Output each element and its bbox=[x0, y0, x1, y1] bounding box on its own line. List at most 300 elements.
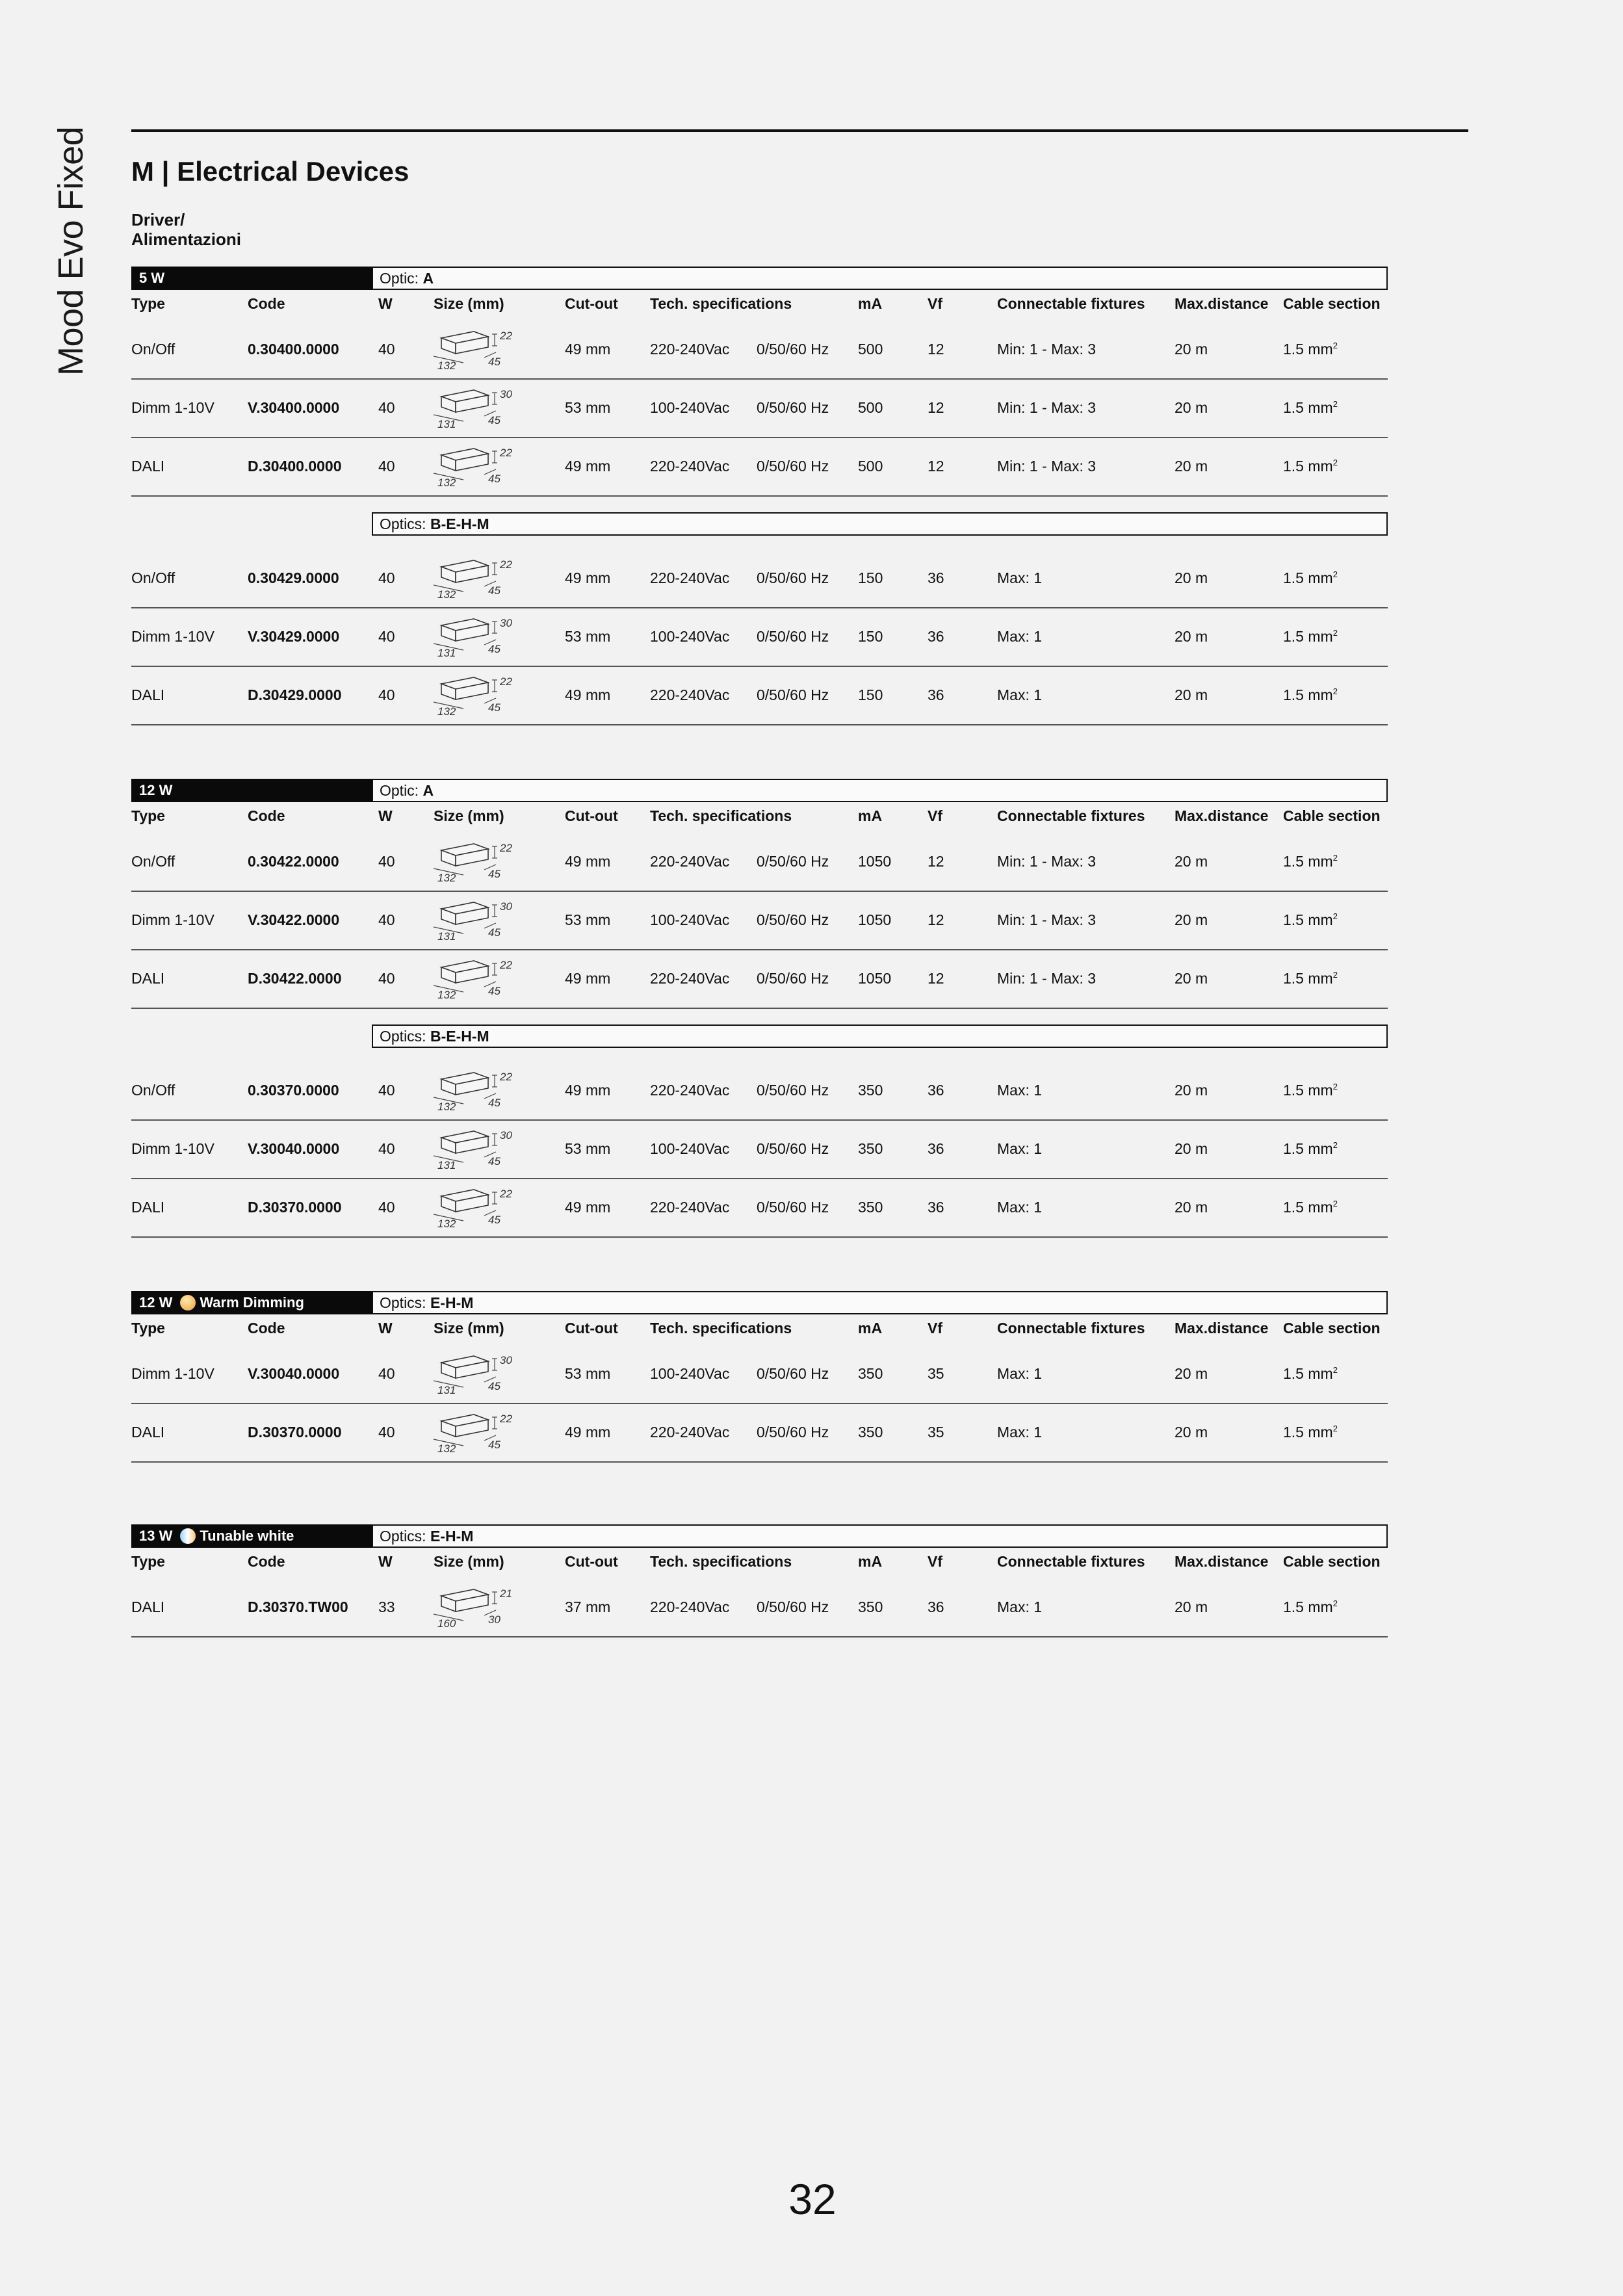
cell-w: 40 bbox=[378, 341, 395, 358]
cell-cable bbox=[1283, 1199, 1338, 1216]
cell-cutout: 53 mm bbox=[565, 1140, 611, 1157]
table-row bbox=[131, 1179, 1388, 1238]
table-row bbox=[131, 321, 1388, 380]
header-type: Type bbox=[131, 807, 165, 824]
cell-tech: 220-240Vac bbox=[650, 1598, 730, 1615]
side-title: Mood Evo Fixed bbox=[51, 126, 90, 376]
cell-ma: 500 bbox=[858, 458, 883, 475]
cable-superscript: 2 bbox=[1332, 341, 1338, 350]
cell-frequency: 0/50/60 Hz bbox=[757, 1598, 829, 1615]
cell-fixtures: Min: 1 - Max: 3 bbox=[997, 970, 1097, 987]
cell-vf: 36 bbox=[928, 1598, 944, 1615]
power-label bbox=[131, 267, 372, 290]
cell-w: 40 bbox=[378, 686, 395, 703]
cell-distance: 20 m bbox=[1175, 1199, 1208, 1216]
cell-vf: 36 bbox=[928, 1082, 944, 1099]
table-row bbox=[131, 438, 1388, 497]
cell-tech: 220-240Vac bbox=[650, 341, 730, 358]
cell-vf: 12 bbox=[928, 341, 944, 358]
cell-ma: 350 bbox=[858, 1082, 883, 1099]
cell-vf: 36 bbox=[928, 1140, 944, 1157]
power-value: 12 W bbox=[139, 782, 173, 798]
cell-tech: 220-240Vac bbox=[650, 853, 730, 870]
cell-frequency: 0/50/60 Hz bbox=[757, 458, 829, 475]
dim-width: 45 bbox=[488, 1380, 500, 1392]
cell-cable bbox=[1283, 569, 1338, 587]
cell-cutout: 49 mm bbox=[565, 1082, 611, 1099]
driver-size-icon bbox=[428, 612, 526, 662]
cell-cutout: 49 mm bbox=[565, 853, 611, 870]
cell-code: D.30370.0000 bbox=[248, 1199, 342, 1216]
cable-superscript: 2 bbox=[1332, 1140, 1338, 1150]
cell-cable bbox=[1283, 399, 1338, 417]
header-type: Type bbox=[131, 1320, 165, 1337]
dim-length: 132 bbox=[437, 1442, 456, 1455]
product-section bbox=[131, 1524, 1388, 1637]
cell-ma: 150 bbox=[858, 686, 883, 703]
dim-length: 131 bbox=[437, 647, 456, 659]
cell-cable bbox=[1283, 1365, 1338, 1383]
dim-width: 45 bbox=[488, 643, 500, 655]
cell-vf: 36 bbox=[928, 569, 944, 586]
cell-distance: 20 m bbox=[1175, 970, 1208, 987]
optic-box bbox=[372, 1024, 1388, 1048]
optic-box bbox=[372, 1291, 1388, 1314]
cell-ma: 350 bbox=[858, 1199, 883, 1216]
header-cable: Cable section bbox=[1283, 807, 1381, 824]
header-distance: Max.distance bbox=[1175, 295, 1269, 312]
table-row bbox=[131, 1404, 1388, 1463]
dim-height: 22 bbox=[500, 959, 512, 971]
cell-code: D.30422.0000 bbox=[248, 970, 342, 987]
cell-frequency: 0/50/60 Hz bbox=[757, 853, 829, 870]
header-size: Size (mm) bbox=[434, 1320, 504, 1337]
optics-subheader bbox=[131, 512, 1388, 536]
cable-superscript: 2 bbox=[1332, 458, 1338, 467]
header-vf: Vf bbox=[928, 295, 942, 312]
header-type: Type bbox=[131, 295, 165, 312]
header-fixtures: Connectable fixtures bbox=[997, 1553, 1145, 1570]
cell-frequency: 0/50/60 Hz bbox=[757, 1082, 829, 1099]
dim-height: 30 bbox=[500, 1354, 512, 1366]
table-row bbox=[131, 550, 1388, 608]
cell-frequency: 0/50/60 Hz bbox=[757, 399, 829, 416]
cell-fixtures: Max: 1 bbox=[997, 1424, 1043, 1441]
header-size: Size (mm) bbox=[434, 807, 504, 824]
cell-cable bbox=[1283, 686, 1338, 704]
product-section bbox=[131, 267, 1388, 725]
cell-type: On/Off bbox=[131, 569, 175, 586]
driver-size-icon bbox=[428, 837, 526, 887]
header-cable: Cable section bbox=[1283, 295, 1381, 312]
cable-value: 1.5 mm bbox=[1283, 1199, 1333, 1216]
header-vf: Vf bbox=[928, 1320, 942, 1337]
dim-width: 45 bbox=[488, 701, 500, 714]
dim-width: 45 bbox=[488, 868, 500, 880]
cable-superscript: 2 bbox=[1332, 1199, 1338, 1208]
section-header bbox=[131, 1291, 1388, 1314]
header-vf: Vf bbox=[928, 807, 942, 824]
header-distance: Max.distance bbox=[1175, 1320, 1269, 1337]
dim-width: 30 bbox=[488, 1613, 500, 1626]
cell-vf: 12 bbox=[928, 911, 944, 928]
cell-cutout: 49 mm bbox=[565, 569, 611, 586]
dim-width: 45 bbox=[488, 1439, 500, 1451]
cable-value: 1.5 mm bbox=[1283, 569, 1333, 586]
cable-value: 1.5 mm bbox=[1283, 853, 1333, 870]
header-tech: Tech. specifications bbox=[650, 1553, 792, 1570]
cell-fixtures: Min: 1 - Max: 3 bbox=[997, 399, 1097, 416]
dim-height: 30 bbox=[500, 388, 512, 400]
column-headers bbox=[131, 1314, 1388, 1346]
tunable-white-icon bbox=[180, 1528, 196, 1544]
cable-value: 1.5 mm bbox=[1283, 458, 1333, 475]
cell-frequency: 0/50/60 Hz bbox=[757, 1365, 829, 1382]
subtitle-line-1: Driver/ bbox=[131, 210, 185, 229]
header-ma: mA bbox=[858, 807, 883, 824]
cell-frequency: 0/50/60 Hz bbox=[757, 628, 829, 645]
dim-height: 30 bbox=[500, 617, 512, 629]
page-title: M | Electrical Devices bbox=[131, 156, 409, 187]
power-label bbox=[131, 1291, 372, 1314]
dim-width: 45 bbox=[488, 473, 500, 485]
cell-frequency: 0/50/60 Hz bbox=[757, 1424, 829, 1441]
optic-label: Optics: bbox=[380, 515, 426, 532]
cell-fixtures: Min: 1 - Max: 3 bbox=[997, 458, 1097, 475]
product-section bbox=[131, 1291, 1388, 1463]
header-tech: Tech. specifications bbox=[650, 1320, 792, 1337]
cell-cable bbox=[1283, 1082, 1338, 1099]
dim-height: 21 bbox=[500, 1587, 512, 1600]
cell-vf: 12 bbox=[928, 399, 944, 416]
header-w: W bbox=[378, 807, 393, 824]
cell-tech: 100-240Vac bbox=[650, 1140, 730, 1157]
cell-type: DALI bbox=[131, 1424, 165, 1441]
cell-code: D.30400.0000 bbox=[248, 458, 342, 475]
cell-cable bbox=[1283, 911, 1338, 929]
optic-box bbox=[372, 779, 1388, 802]
power-value: 5 W bbox=[139, 270, 165, 286]
header-distance: Max.distance bbox=[1175, 1553, 1269, 1570]
cell-code: V.30400.0000 bbox=[248, 399, 340, 416]
cell-frequency: 0/50/60 Hz bbox=[757, 1140, 829, 1157]
cell-ma: 150 bbox=[858, 569, 883, 586]
driver-size-icon bbox=[428, 554, 526, 603]
header-cutout: Cut-out bbox=[565, 807, 618, 824]
cell-cable bbox=[1283, 1424, 1338, 1441]
cell-cutout: 53 mm bbox=[565, 399, 611, 416]
cell-code: 0.30400.0000 bbox=[248, 341, 339, 358]
cell-frequency: 0/50/60 Hz bbox=[757, 911, 829, 928]
cell-cutout: 49 mm bbox=[565, 458, 611, 475]
optic-label: Optics: bbox=[380, 1294, 426, 1311]
cell-type: Dimm 1-10V bbox=[131, 1365, 214, 1382]
cell-distance: 20 m bbox=[1175, 686, 1208, 703]
cable-superscript: 2 bbox=[1332, 911, 1338, 921]
table-row bbox=[131, 1062, 1388, 1121]
cell-ma: 350 bbox=[858, 1140, 883, 1157]
driver-size-icon bbox=[428, 1183, 526, 1233]
table-row bbox=[131, 892, 1388, 950]
header-size: Size (mm) bbox=[434, 1553, 504, 1570]
header-type: Type bbox=[131, 1553, 165, 1570]
cell-w: 40 bbox=[378, 853, 395, 870]
dim-height: 30 bbox=[500, 900, 512, 913]
cell-type: On/Off bbox=[131, 853, 175, 870]
optic-value: A bbox=[422, 270, 434, 287]
cell-distance: 20 m bbox=[1175, 853, 1208, 870]
optics-subheader bbox=[131, 1024, 1388, 1048]
top-rule bbox=[131, 129, 1468, 132]
dim-width: 45 bbox=[488, 1155, 500, 1168]
cell-w: 40 bbox=[378, 458, 395, 475]
cell-type: Dimm 1-10V bbox=[131, 399, 214, 416]
optic-value: B-E-H-M bbox=[430, 515, 489, 532]
cell-type: DALI bbox=[131, 458, 165, 475]
cell-frequency: 0/50/60 Hz bbox=[757, 569, 829, 586]
driver-size-icon bbox=[428, 325, 526, 374]
cell-vf: 35 bbox=[928, 1424, 944, 1441]
cell-cutout: 49 mm bbox=[565, 1424, 611, 1441]
table-row bbox=[131, 1346, 1388, 1404]
cell-frequency: 0/50/60 Hz bbox=[757, 686, 829, 703]
cable-value: 1.5 mm bbox=[1283, 1082, 1333, 1099]
cell-cutout: 53 mm bbox=[565, 1365, 611, 1382]
header-w: W bbox=[378, 1320, 393, 1337]
cell-fixtures: Max: 1 bbox=[997, 1598, 1043, 1615]
driver-size-icon bbox=[428, 1125, 526, 1174]
cable-value: 1.5 mm bbox=[1283, 399, 1333, 416]
header-fixtures: Connectable fixtures bbox=[997, 295, 1145, 312]
header-fixtures: Connectable fixtures bbox=[997, 807, 1145, 824]
cell-type: On/Off bbox=[131, 1082, 175, 1099]
cell-w: 40 bbox=[378, 1424, 395, 1441]
cell-type: DALI bbox=[131, 1199, 165, 1216]
dim-length: 131 bbox=[437, 1159, 456, 1171]
power-value: 12 W bbox=[139, 1294, 173, 1311]
product-section bbox=[131, 779, 1388, 1238]
cell-tech: 100-240Vac bbox=[650, 1365, 730, 1382]
cell-w: 40 bbox=[378, 970, 395, 987]
power-label bbox=[131, 779, 372, 802]
cell-cutout: 49 mm bbox=[565, 970, 611, 987]
cable-superscript: 2 bbox=[1332, 628, 1338, 638]
dim-height: 22 bbox=[500, 447, 512, 459]
section-header bbox=[131, 1524, 1388, 1548]
cell-cable bbox=[1283, 341, 1338, 358]
header-vf: Vf bbox=[928, 1553, 942, 1570]
badge-label: Tunable white bbox=[200, 1528, 294, 1544]
dim-height: 22 bbox=[500, 842, 512, 854]
cell-distance: 20 m bbox=[1175, 911, 1208, 928]
dim-width: 45 bbox=[488, 926, 500, 939]
cable-value: 1.5 mm bbox=[1283, 341, 1333, 358]
table-row bbox=[131, 833, 1388, 892]
driver-size-icon bbox=[428, 954, 526, 1004]
cell-code: V.30040.0000 bbox=[248, 1140, 340, 1157]
cell-tech: 220-240Vac bbox=[650, 686, 730, 703]
cell-code: V.30429.0000 bbox=[248, 628, 340, 645]
cell-cutout: 49 mm bbox=[565, 1199, 611, 1216]
cell-w: 40 bbox=[378, 1199, 395, 1216]
driver-size-icon bbox=[428, 1350, 526, 1399]
optic-box bbox=[372, 512, 1388, 536]
driver-size-icon bbox=[428, 671, 526, 720]
cell-fixtures: Max: 1 bbox=[997, 1199, 1043, 1216]
dim-length: 132 bbox=[437, 872, 456, 884]
cell-code: V.30040.0000 bbox=[248, 1365, 340, 1382]
cell-w: 40 bbox=[378, 911, 395, 928]
driver-size-icon bbox=[428, 1066, 526, 1115]
cell-distance: 20 m bbox=[1175, 628, 1208, 645]
cell-distance: 20 m bbox=[1175, 341, 1208, 358]
cell-cutout: 49 mm bbox=[565, 686, 611, 703]
cell-fixtures: Max: 1 bbox=[997, 1365, 1043, 1382]
cable-value: 1.5 mm bbox=[1283, 911, 1333, 928]
cell-code: 0.30422.0000 bbox=[248, 853, 339, 870]
power-label bbox=[131, 1524, 372, 1548]
cell-tech: 220-240Vac bbox=[650, 1424, 730, 1441]
driver-size-icon bbox=[428, 442, 526, 491]
cell-fixtures: Min: 1 - Max: 3 bbox=[997, 341, 1097, 358]
optic-box bbox=[372, 267, 1388, 290]
cell-vf: 36 bbox=[928, 686, 944, 703]
cell-fixtures: Max: 1 bbox=[997, 569, 1043, 586]
cell-code: D.30429.0000 bbox=[248, 686, 342, 703]
dim-length: 132 bbox=[437, 1101, 456, 1113]
cell-w: 40 bbox=[378, 569, 395, 586]
header-w: W bbox=[378, 295, 393, 312]
dim-height: 22 bbox=[500, 675, 512, 688]
dim-length: 132 bbox=[437, 359, 456, 372]
header-fixtures: Connectable fixtures bbox=[997, 1320, 1145, 1337]
cell-fixtures: Max: 1 bbox=[997, 628, 1043, 645]
section-header bbox=[131, 267, 1388, 290]
cell-ma: 500 bbox=[858, 399, 883, 416]
cell-tech: 220-240Vac bbox=[650, 1082, 730, 1099]
cable-superscript: 2 bbox=[1332, 399, 1338, 409]
cable-value: 1.5 mm bbox=[1283, 1365, 1333, 1382]
header-code: Code bbox=[248, 1553, 285, 1570]
header-cutout: Cut-out bbox=[565, 1320, 618, 1337]
cell-code: 0.30429.0000 bbox=[248, 569, 339, 586]
cell-frequency: 0/50/60 Hz bbox=[757, 970, 829, 987]
dim-height: 22 bbox=[500, 558, 512, 571]
power-value: 13 W bbox=[139, 1528, 173, 1544]
cell-fixtures: Max: 1 bbox=[997, 1140, 1043, 1157]
cell-ma: 1050 bbox=[858, 853, 892, 870]
badge-label: Warm Dimming bbox=[200, 1294, 304, 1311]
cell-type: DALI bbox=[131, 970, 165, 987]
header-size: Size (mm) bbox=[434, 295, 504, 312]
cell-w: 33 bbox=[378, 1598, 395, 1615]
cell-ma: 1050 bbox=[858, 970, 892, 987]
cell-vf: 35 bbox=[928, 1365, 944, 1382]
cell-distance: 20 m bbox=[1175, 1365, 1208, 1382]
optic-value: B-E-H-M bbox=[430, 1028, 489, 1045]
cable-value: 1.5 mm bbox=[1283, 686, 1333, 703]
cell-distance: 20 m bbox=[1175, 1424, 1208, 1441]
cell-vf: 36 bbox=[928, 1199, 944, 1216]
table-row bbox=[131, 1579, 1388, 1637]
cell-code: V.30422.0000 bbox=[248, 911, 340, 928]
cell-ma: 1050 bbox=[858, 911, 892, 928]
driver-size-icon bbox=[428, 384, 526, 433]
cell-distance: 20 m bbox=[1175, 399, 1208, 416]
dim-length: 131 bbox=[437, 930, 456, 943]
cell-cable bbox=[1283, 458, 1338, 475]
cable-value: 1.5 mm bbox=[1283, 1140, 1333, 1157]
header-ma: mA bbox=[858, 295, 883, 312]
dim-height: 22 bbox=[500, 330, 512, 342]
cable-superscript: 2 bbox=[1332, 569, 1338, 579]
cell-vf: 36 bbox=[928, 628, 944, 645]
cell-type: Dimm 1-10V bbox=[131, 911, 214, 928]
cell-ma: 150 bbox=[858, 628, 883, 645]
cell-cutout: 37 mm bbox=[565, 1598, 611, 1615]
cable-superscript: 2 bbox=[1332, 970, 1338, 980]
cell-type: Dimm 1-10V bbox=[131, 628, 214, 645]
cell-tech: 220-240Vac bbox=[650, 970, 730, 987]
header-w: W bbox=[378, 1553, 393, 1570]
cell-frequency: 0/50/60 Hz bbox=[757, 1199, 829, 1216]
cell-type: On/Off bbox=[131, 341, 175, 358]
dim-width: 45 bbox=[488, 985, 500, 997]
header-cutout: Cut-out bbox=[565, 295, 618, 312]
cell-tech: 100-240Vac bbox=[650, 911, 730, 928]
cable-superscript: 2 bbox=[1332, 1424, 1338, 1433]
cell-cable bbox=[1283, 628, 1338, 646]
optic-value: A bbox=[422, 782, 434, 799]
cable-superscript: 2 bbox=[1332, 1082, 1338, 1091]
column-headers bbox=[131, 802, 1388, 833]
cell-tech: 100-240Vac bbox=[650, 399, 730, 416]
header-code: Code bbox=[248, 1320, 285, 1337]
cell-code: D.30370.TW00 bbox=[248, 1598, 348, 1615]
cell-tech: 100-240Vac bbox=[650, 628, 730, 645]
cell-ma: 500 bbox=[858, 341, 883, 358]
optic-value: E-H-M bbox=[430, 1294, 474, 1311]
section-header bbox=[131, 779, 1388, 802]
dim-width: 45 bbox=[488, 1097, 500, 1109]
cell-fixtures: Max: 1 bbox=[997, 686, 1043, 703]
cell-w: 40 bbox=[378, 1082, 395, 1099]
table-row bbox=[131, 380, 1388, 438]
cell-cable bbox=[1283, 853, 1338, 870]
dim-height: 22 bbox=[500, 1188, 512, 1200]
cable-value: 1.5 mm bbox=[1283, 1424, 1333, 1441]
cable-superscript: 2 bbox=[1332, 1365, 1338, 1375]
optic-label: Optic: bbox=[380, 782, 419, 799]
optic-label: Optics: bbox=[380, 1528, 426, 1545]
cable-superscript: 2 bbox=[1332, 853, 1338, 863]
header-cable: Cable section bbox=[1283, 1553, 1381, 1570]
cell-vf: 12 bbox=[928, 853, 944, 870]
dim-length: 131 bbox=[437, 418, 456, 430]
page-number: 32 bbox=[788, 2175, 837, 2223]
dim-length: 132 bbox=[437, 588, 456, 601]
cable-superscript: 2 bbox=[1332, 1598, 1338, 1608]
optic-label: Optics: bbox=[380, 1028, 426, 1045]
cable-value: 1.5 mm bbox=[1283, 1598, 1333, 1615]
cell-vf: 12 bbox=[928, 458, 944, 475]
cell-distance: 20 m bbox=[1175, 569, 1208, 586]
header-tech: Tech. specifications bbox=[650, 295, 792, 312]
column-headers bbox=[131, 290, 1388, 321]
cell-distance: 20 m bbox=[1175, 1598, 1208, 1615]
cell-ma: 350 bbox=[858, 1365, 883, 1382]
cell-distance: 20 m bbox=[1175, 458, 1208, 475]
